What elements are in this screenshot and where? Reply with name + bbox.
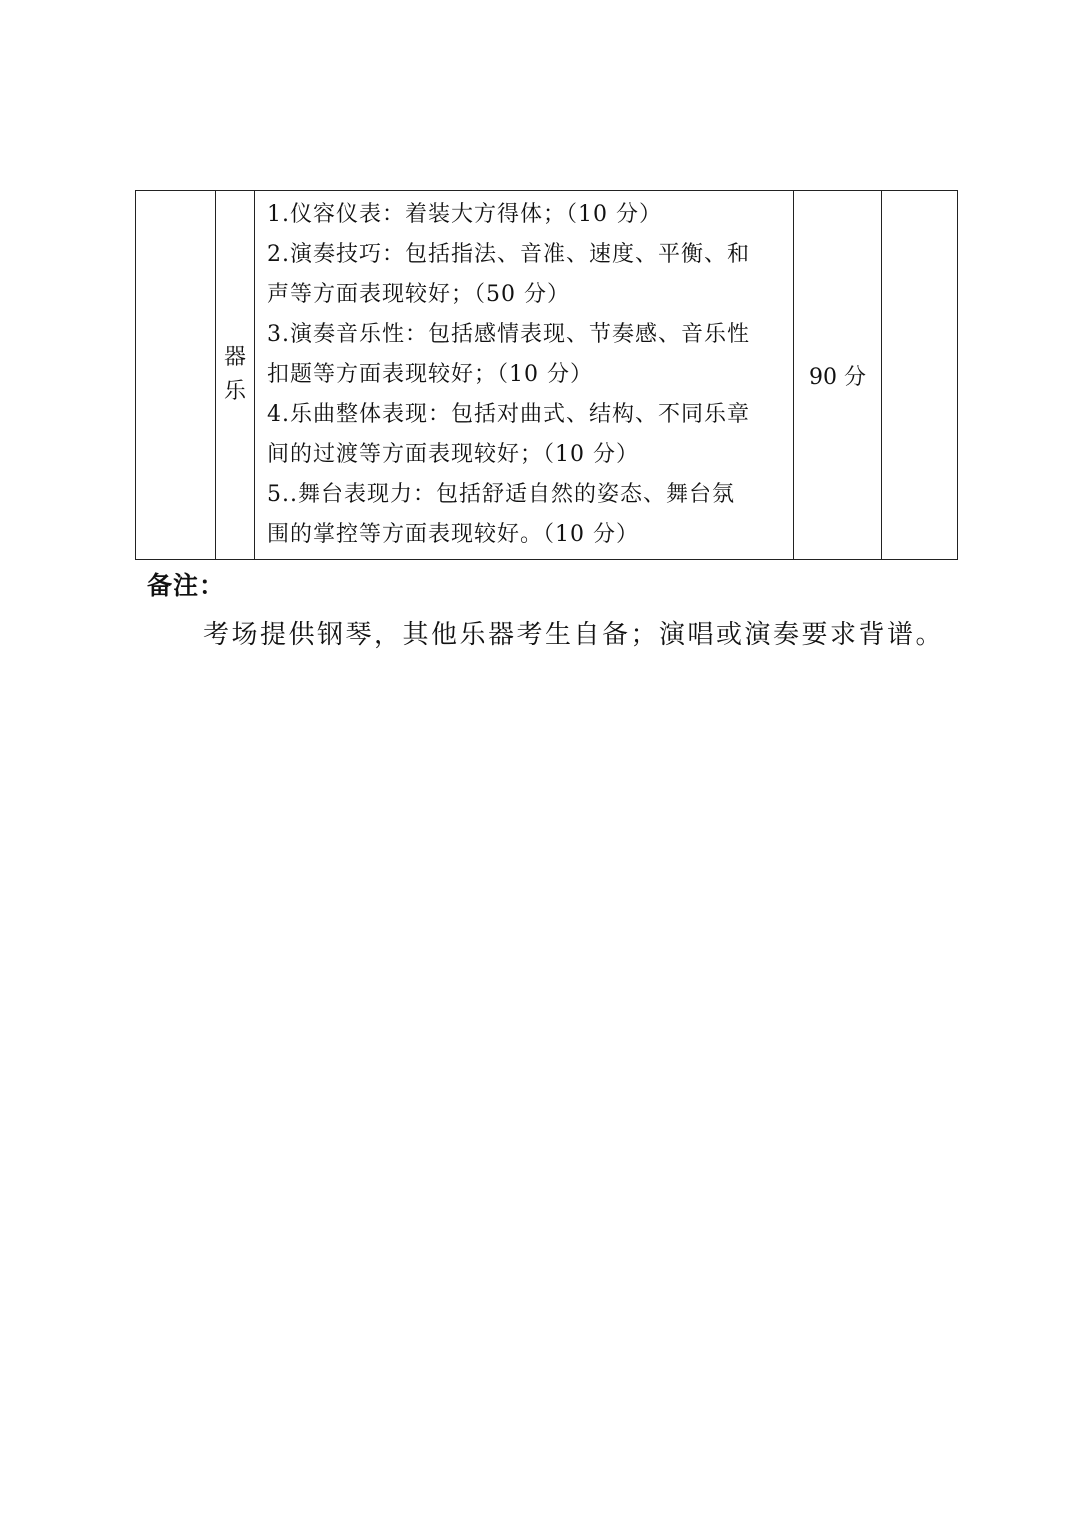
empty-cell-left [136,191,216,560]
category-cell [216,191,255,560]
criteria-line: 间的过渡等方面表现较好；（10 分） [267,442,639,467]
criteria-line: 5..舞台表现力：包括舒适自然的姿态、舞台氛 [267,482,735,507]
criteria-line: 4.乐曲整体表现：包括对曲式、结构、不同乐章 [267,402,750,427]
criteria-line: 2.演奏技巧：包括指法、音准、速度、平衡、和 [267,242,750,267]
category-char: 乐 [223,379,246,404]
scoring-criteria-table [135,190,958,560]
empty-cell-right [882,191,958,560]
criteria-line: 3.演奏音乐性：包括感情表现、节奏感、音乐性 [267,322,750,347]
table-row [136,191,958,560]
criteria-line: 围的掌控等方面表现较好。（10 分） [267,522,639,547]
criteria-cell [255,191,794,560]
criteria-line: 扣题等方面表现较好；（10 分） [267,362,593,387]
criteria-line: 1.仪容仪表：着装大方得体；（10 分） [267,202,662,227]
category-char: 器 [223,345,246,370]
criteria-line: 声等方面表现较好；（50 分） [267,282,570,307]
total-score-cell: 90 分 [794,191,882,560]
remarks-body: 考场提供钢琴，其他乐器考生自备；演唱或演奏要求背谱。 [203,620,945,650]
remarks-heading: 备注： [147,571,226,600]
